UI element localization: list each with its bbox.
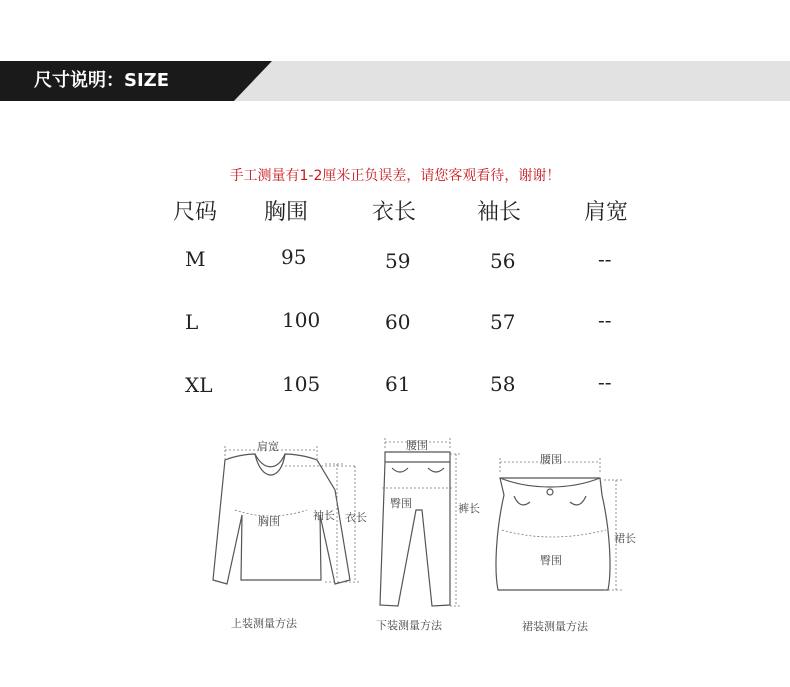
skirt-measurement-diagram (490, 440, 635, 600)
skirt-waist-label: 腰围 (540, 453, 562, 466)
pants-length-label: 裤长 (458, 502, 480, 515)
cell-sleeve: 58 (490, 372, 516, 396)
cell-length: 59 (385, 249, 411, 273)
measurement-note: 手工测量有1-2厘米正负误差，请您客观看待，谢谢！ (229, 168, 561, 184)
pants-waist-label: 腰围 (406, 439, 428, 452)
cell-chest: 105 (282, 372, 321, 396)
top-length-label: 衣长 (345, 511, 367, 524)
top-sleeve-label: 袖长 (313, 509, 335, 522)
cell-shoulder: -- (598, 370, 612, 394)
skirt-caption: 裙装测量方法 (522, 620, 588, 633)
top-chest-label: 胸围 (258, 515, 280, 528)
header-sleeve: 袖长 (477, 200, 522, 225)
cell-sleeve: 56 (490, 249, 516, 273)
cell-size: XL (185, 373, 213, 397)
cell-size: L (185, 310, 199, 334)
cell-length: 60 (385, 310, 411, 334)
header-shoulder: 肩宽 (584, 200, 629, 225)
header-size: 尺码 (173, 200, 218, 225)
cell-sleeve: 57 (490, 310, 516, 334)
cell-chest: 95 (281, 245, 307, 269)
section-title: 尺寸说明：SIZE (34, 70, 170, 91)
cell-chest: 100 (282, 308, 321, 332)
pants-measurement-diagram (370, 430, 480, 610)
cell-shoulder: -- (598, 247, 612, 271)
skirt-length-label: 裙长 (614, 532, 636, 545)
header-length: 衣长 (372, 200, 417, 225)
top-caption: 上装测量方法 (231, 617, 297, 630)
skirt-hip-label: 臀围 (540, 554, 562, 567)
header-chest: 胸围 (264, 200, 309, 225)
cell-length: 61 (385, 372, 411, 396)
cell-shoulder: -- (598, 308, 612, 332)
top-shoulder-label: 肩宽 (257, 440, 279, 453)
pants-caption: 下装测量方法 (376, 619, 442, 632)
cell-size: M (185, 247, 206, 271)
pants-hip-label: 臀围 (390, 497, 412, 510)
